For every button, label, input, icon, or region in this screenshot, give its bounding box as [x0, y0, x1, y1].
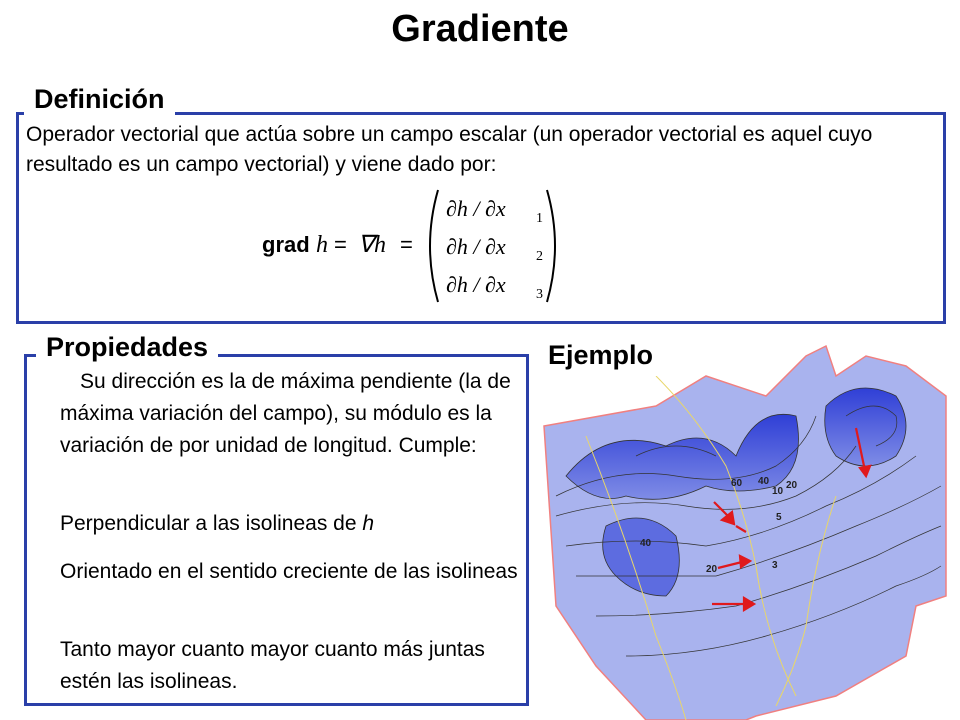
formula-comp-2: ∂h / ∂x	[446, 234, 506, 259]
definition-label: Definición	[24, 82, 175, 116]
example-contour-map	[536, 336, 960, 720]
properties-label: Propiedades	[36, 330, 218, 364]
page-title: Gradiente	[391, 8, 569, 50]
formula-eq1: =	[334, 232, 347, 257]
contour-label: 40	[640, 538, 652, 549]
right-paren	[547, 190, 555, 302]
property-item-1-text: Perpendicular a las isolineas de	[60, 512, 363, 535]
contour-label: 3	[772, 560, 778, 571]
left-paren	[430, 190, 438, 302]
property-item-3: Tanto mayor cuanto mayor cuanto más juntas estén las isolineas.	[60, 638, 485, 693]
contour-label: 40	[758, 476, 770, 487]
formula-eq2: =	[400, 232, 413, 257]
contour-label: 10	[772, 486, 784, 497]
formula-comp-3: ∂h / ∂x	[446, 272, 506, 297]
contour-label: 5	[776, 512, 782, 523]
property-item-1	[60, 508, 520, 540]
formula-sub-1: 1	[536, 211, 543, 226]
formula-comp-1: ∂h / ∂x	[446, 196, 506, 221]
properties-intro: Su dirección es la de máxima pendiente (la de máxima variación del campo), su módulo es la variación de por unidad de longitud. Cumple:	[60, 370, 511, 457]
contour-label: 20	[706, 564, 718, 575]
formula-grad: grad	[262, 232, 310, 257]
property-item-1-var: h	[362, 512, 375, 535]
property-item-2: Orientado en el sentido creciente de las isolineas	[60, 560, 518, 583]
example-label: Ejemplo	[548, 340, 654, 370]
formula-sub-2: 2	[536, 249, 543, 264]
formula-h: h	[316, 232, 328, 258]
formula-sub-3: 3	[536, 287, 543, 302]
contour-label: 60	[731, 478, 743, 489]
definition-text: Operador vectorial que actúa sobre un campo escalar (un operador vectorial es aquel cuyo resultado es un campo vectorial) y viene dado por:	[26, 123, 873, 176]
formula-nabla: ∇h	[358, 232, 387, 258]
basin-2	[825, 388, 906, 466]
gradient-formula	[262, 186, 562, 306]
contour-label: 20	[786, 480, 798, 491]
